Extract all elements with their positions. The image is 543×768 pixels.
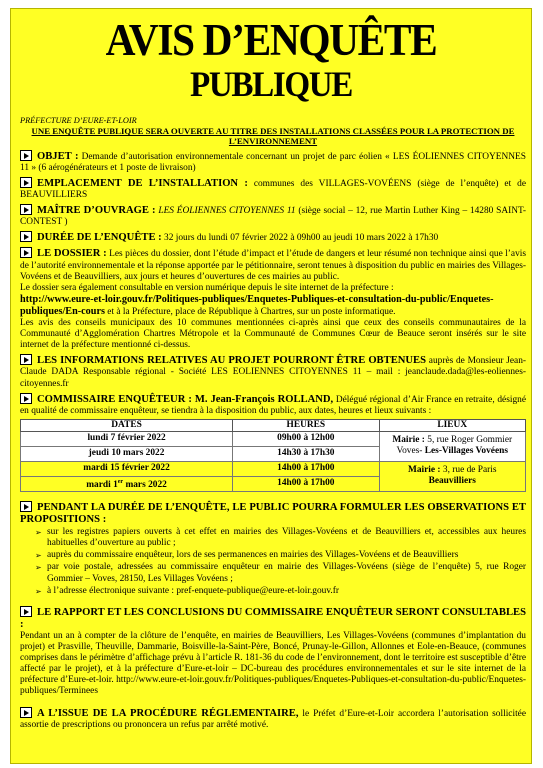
permanences-table: [20, 419, 526, 492]
section-informations: [20, 354, 526, 389]
dossier-text3: et à la Préfecture, place de République à Chartres, sur un poste informatique.: [107, 306, 396, 317]
prefecture-url-link[interactable]: http://www.eure-et-loir.gouv.fr/Politiques-publiques/Enquetes-Publiques-et-consultation-du-public/Enquetes-publiques/En-cours: [20, 293, 494, 317]
notice-title-line2: PUBLIQUE: [190, 64, 352, 104]
commissaire-text: Délégué régional d’Air France en retraite, désigné en qualité de commissaire enquêteur, se tiendra à la disposition du public, aux dates, heures et lieux suivants :: [20, 394, 526, 416]
section-rapport: [20, 606, 526, 698]
date-cell: mardi 15 février 2022: [21, 461, 233, 476]
observations-list: [37, 527, 526, 597]
notice-content: [20, 116, 526, 731]
arrow-icon: [20, 606, 32, 617]
table-row: [21, 431, 526, 446]
infos-label: LES INFORMATIONS RELATIVES AU PROJET POURRONT ÊTRE OBTENUES: [37, 355, 427, 367]
lieu-cell-2: Mairie : 3, rue de Paris Beauvilliers: [379, 461, 525, 491]
header-lieux: LIEUX: [379, 419, 525, 431]
section-objet: [20, 150, 526, 174]
section-duree: [20, 231, 526, 244]
objet-text: Demande d’autorisation environnementale concernant un projet de parc éolien « LES ÉOLIENNES CITOYENNES 11 » (6 aérogénérateurs et 1 poste de livraison): [20, 151, 526, 173]
rapport-text: Pendant un an à compter de la clôture de l’enquête, en mairies de Beauvilliers, Les Villages-Vovéens (communes d’implantation du projet) et Prasville, Theuville, Dammarie, Boisville-la-Saint-Père, Boncé, Prunay-le-Gillon, Allonnes et Eole-en-Beauce, (communes comprises dans le périmètre d’affichage prévu à l’article R. 181-36 du code de l’environnement, dont le territoire est susceptible d’être affecté par le projet), et à la préfecture d’Eure-et-loir – DC-bureau des procédures environnementales et sur le site internet de la préfecture d’Eure-et-loir. http://www.eure-et-loir.gouv.fr/Politiques-publiques/Enquetes-Publiques-et-consultation-du-public/Enquetes-publiques/Terminees: [20, 630, 526, 697]
hours-cell: 14h00 à 17h00: [233, 476, 379, 491]
arrow-icon: [20, 231, 32, 242]
pendant-label: PENDANT LA DURÉE DE L’ENQUÊTE, LE PUBLIC POURRA FORMULER LES OBSERVATIONS ET PROPOSITIONS :: [20, 502, 526, 526]
issue-label: A L’ISSUE DE LA PROCÉDURE RÉGLEMENTAIRE,: [37, 707, 299, 719]
date-cell: lundi 7 février 2022: [21, 431, 233, 446]
issue-text: le Préfet d’Eure-et-Loir accordera l’autorisation sollicitée assortie de prescriptions ou prononcera un refus par arrêté motivé.: [20, 708, 527, 730]
hours-cell: 14h30 à 17h30: [233, 446, 379, 461]
duree-label: DURÉE DE L’ENQUÊTE :: [37, 232, 162, 244]
notice-title-line1: AVIS D’ENQUÊTE: [105, 15, 437, 65]
objet-label: OBJET :: [37, 150, 79, 162]
emplacement-label: EMPLACEMENT DE L’INSTALLATION :: [37, 178, 248, 189]
commissaire-label: COMMISSAIRE ENQUÊTEUR : M. Jean-François ROLLAND,: [37, 393, 334, 405]
table-row: [21, 461, 526, 476]
dossier-text2: Le dossier sera également consultable en version numérique depuis le site internet de la préfecture :: [20, 282, 394, 293]
section-emplacement: [20, 177, 526, 201]
rapport-label: LE RAPPORT ET LES CONCLUSIONS DU COMMISSAIRE ENQUÊTEUR SERONT CONSULTABLES :: [20, 606, 526, 630]
section-pendant: [20, 501, 526, 597]
arrow-icon: [20, 177, 32, 188]
emplacement-text: communes des VILLAGES-VOVÉENS (siège de l’enquête) et de BEAUVILLIERS: [20, 179, 526, 201]
header-dates: DATES: [21, 419, 233, 431]
maitre-label: MAÎTRE D’OUVRAGE :: [37, 205, 156, 217]
arrow-icon: [20, 247, 32, 258]
duree-text: 32 jours du lundi 07 février 2022 à 09h00 au jeudi 10 mars 2022 à 17h30: [164, 233, 439, 244]
arrow-icon: [20, 501, 32, 512]
intro-heading: UNE ENQUÊTE PUBLIQUE SERA OUVERTE AU TITRE DES INSTALLATIONS CLASSÉES POUR LA PROTECTION DE L’ENVIRONNEMENT: [31, 126, 515, 147]
notice-page: [10, 8, 532, 764]
date-cell: jeudi 10 mars 2022: [21, 446, 233, 461]
section-commissaire: [20, 393, 526, 417]
arrow-icon: [20, 707, 32, 718]
section-dossier: [20, 247, 526, 351]
list-item: ➢ à l’adresse électronique suivante : pref-enquete-publique@eure-et-loir.gouv.fr: [37, 586, 526, 597]
infos-text: auprès de Monsieur Jean-Claude DADA Responsable régional - Société LES EOLIENNES CITOYENNES 11 – mail : jeanclaude.dada@les-eoliennes-citoyennes.fr: [20, 356, 527, 389]
arrow-icon: [20, 204, 32, 215]
maitre-name: LES ÉOLIENNES CITOYENNES 11: [158, 206, 296, 217]
lieu-cell-1: Mairie : 5, rue Roger Gommier Voves- Les-Villages Vovéens: [379, 431, 525, 461]
hours-cell: 14h00 à 17h00: [233, 461, 379, 476]
hours-cell: 09h00 à 12h00: [233, 431, 379, 446]
arrow-icon: [20, 150, 32, 161]
section-issue: [20, 707, 526, 731]
date-cell: mardi 1er mars 2022: [21, 476, 233, 491]
dossier-text4: Les avis des conseils municipaux des 10 communes mentionnées ci-après ainsi que ceux des conseils communautaires de la Communauté d’Agglomération Chartres Métropole et la Communauté de Communes Cœur de Beauce seront insérés sur le site internet de la préfecture mentionné ci-dessus.: [20, 318, 526, 351]
list-item: ➢ sur les registres papiers ouverts à cet effet en mairies des Villages-Vovéens et de Beauvilliers et, accessibles aux heures habituelles d’ouverture au public ;: [37, 527, 526, 549]
maitre-address: (siège social – 12, rue Martin Luther King – 14280 SAINT-CONTEST ): [20, 206, 526, 228]
list-item: ➢ par voie postale, adressées au commissaire enquêteur en mairie des Villages-Vovéens (siège de l’enquête) 5, rue Roger Gommier – Voves, 28150, Les Villages Vovéens ;: [37, 562, 526, 584]
dossier-text1: Les pièces du dossier, dont l’étude d’impact et l’étude de dangers et leur résumé non technique ainsi que l’avis de l’autorité environnementale et la réponse apportée par le pétitionnaire, seront tenues à disposition du public en mairies des Villages-Vovéens et de Beauvilliers, aux jours et heures d’ouvertures de ces mairies au public.: [20, 249, 527, 282]
dossier-label: LE DOSSIER :: [37, 248, 107, 260]
arrow-icon: [20, 354, 32, 365]
list-item: ➢ auprès du commissaire enquêteur, lors de ses permanences en mairies des Villages-Vovéens et de Beauvilliers: [37, 550, 526, 561]
prefecture-label: PRÉFECTURE D’EURE-ET-LOIR: [20, 116, 137, 125]
header-heures: HEURES: [233, 419, 379, 431]
arrow-icon: [20, 393, 32, 404]
section-maitre-ouvrage: [20, 204, 526, 228]
